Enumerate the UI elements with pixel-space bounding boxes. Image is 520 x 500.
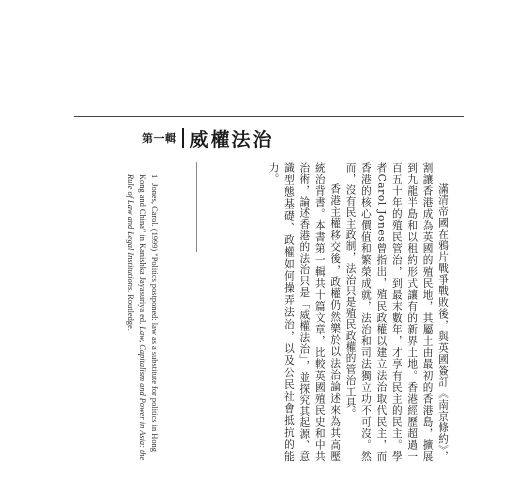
footnote <box>124 174 160 464</box>
footnote-mark: 1 <box>150 174 159 179</box>
footnote-text: Jones, Carol. (1999) "Politics postponed: law as a substitute for politics in Hong Kong and China" in Kanishka Jayasuriya ed. <box>138 174 159 452</box>
chapter-title: 威權法治 <box>189 128 274 151</box>
body-paragraph: 滿清帝國在鴉片戰爭戰敗後，與英國簽訂《南京條約》，割讓香港成為英國的殖民地，其屬土由最初的香港島，擴展到九龍半島和以租約形式讓有的新界土地。香港經歷超過一百五十年的殖民管治，到最末數年，才享有民主的民主。學者Carol Jones曾指出，殖民政權以建立法治取代民主，而香港的核心價值和繁榮成就，法治和司法獨立功不可沒。然而，沒有民主政制，法治只是殖民政權的管治工具。 <box>344 162 449 462</box>
footnote-rule <box>196 162 197 252</box>
chapter-label: 第一輯 <box>142 132 177 145</box>
chapter-divider <box>182 128 184 148</box>
footnote-book-title: Law, Capitalism and Power in Asia: the Rule of Law and Legal Institutions <box>126 174 147 461</box>
chapter-heading <box>142 124 274 152</box>
body-text <box>265 162 450 462</box>
footnote-publisher: . Routledge. <box>126 290 135 331</box>
body-paragraph: 香港主權移交後，政權仍然樂於以法治論述來為其高壓統治背書。本書第一輯共十篇文章，比較英國殖民史和中共治術，論述香港的法治只是「威權法治」，並探究其起源、意識型態基礎、政權如何操弄法治，以及公民社會抵抗的能力。 <box>267 162 342 462</box>
header-rule <box>74 116 464 117</box>
